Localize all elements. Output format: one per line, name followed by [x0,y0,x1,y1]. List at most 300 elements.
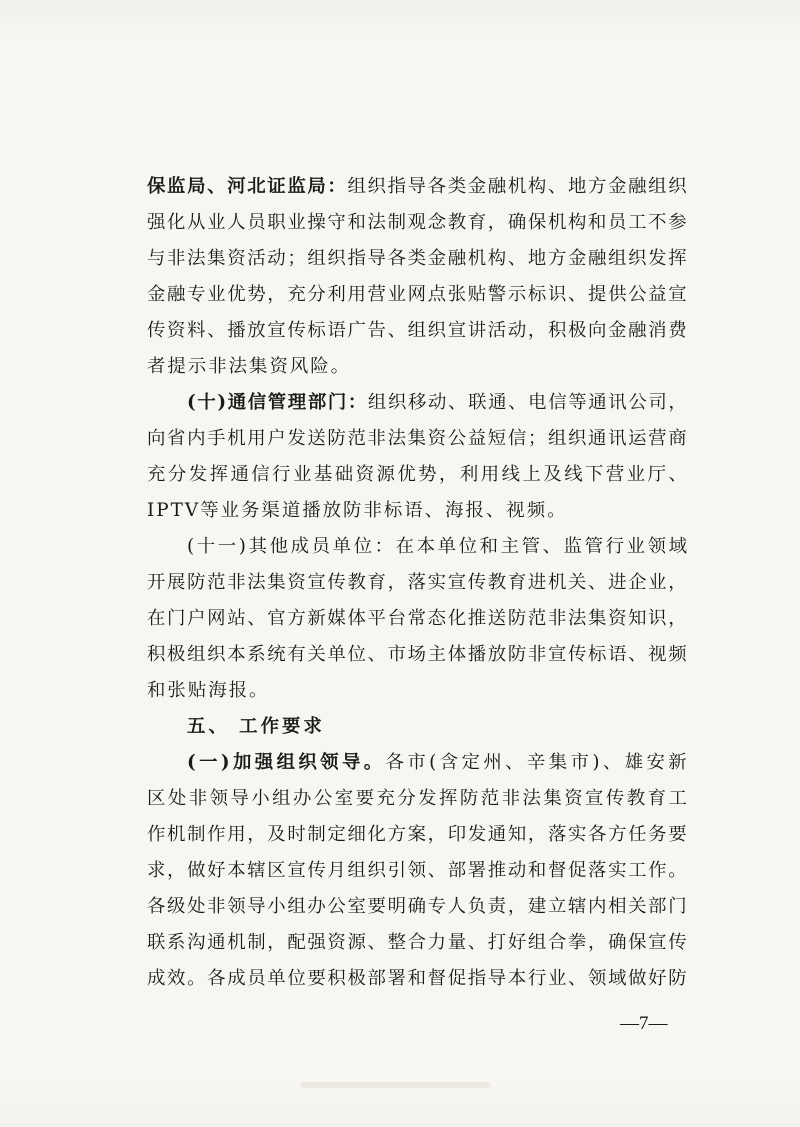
char: 小 [251,788,270,809]
char: 领 [588,968,607,989]
char: 、 [505,752,524,773]
char: 力 [427,932,447,953]
char: 领 [209,788,228,809]
text-line [147,529,687,565]
char: 发 [467,824,487,845]
char: 明 [387,896,406,917]
char: 有 [287,644,306,665]
char: 道 [281,500,303,521]
char: ) [592,752,600,773]
char: 要 [668,824,687,845]
char: 关 [307,644,326,665]
char: 料 [187,320,206,341]
char: 专 [427,896,447,917]
char: 责 [487,896,507,917]
char: 范 [207,572,226,593]
char: 在 [395,536,414,557]
text-line [147,745,687,781]
char: 作 [207,824,226,845]
char: 充 [287,284,306,305]
char: ； [287,248,306,269]
char: 织 [327,248,346,269]
char: 操 [307,212,326,233]
char: 业 [293,464,312,485]
char: 拳 [567,932,587,953]
char: 育 [367,572,386,593]
char: 业 [287,212,306,233]
char: 、 [207,320,226,341]
char: 合 [407,932,427,953]
char: 参 [668,212,687,233]
char: 范 [347,428,366,449]
char: 联 [468,392,487,413]
char: 工 [628,212,647,233]
char: 公 [628,284,647,305]
text-line [147,421,687,457]
char: 类 [407,248,427,269]
char: 组 [608,248,627,269]
char: 挥 [439,788,458,809]
char: 做 [628,968,647,989]
char: 导 [367,248,386,269]
text-line [147,673,687,709]
char: 从 [187,212,206,233]
char: 管 [584,536,603,557]
char: 要 [307,968,326,989]
document-body [147,169,687,997]
char: 育 [647,788,667,809]
char: 等 [568,392,587,413]
char: 分 [307,284,326,305]
char: 统 [267,644,286,665]
char: 宣 [648,932,667,953]
char: 通 [207,932,226,953]
char: 育 [467,212,487,233]
char: 传 [287,320,306,341]
char: 集 [207,248,226,269]
char: 集 [548,752,568,773]
char: 机 [227,428,246,449]
char: 发 [418,788,437,809]
char: 确 [507,212,527,233]
char: 求 [147,860,166,881]
char: 知 [628,608,647,629]
char: 通 [588,428,607,449]
char: 优 [397,464,416,485]
char: ： [374,536,393,557]
text-line [147,385,687,421]
char: 下 [585,464,604,485]
char: 各 [147,896,166,917]
char: 防 [343,500,364,521]
char: 海 [445,500,466,521]
char: 小 [267,896,286,917]
text-line [147,601,687,637]
char: 集 [249,356,270,377]
char: 各 [387,248,406,269]
char: 益 [467,428,487,449]
char: 示 [507,284,527,305]
char: 放 [322,500,344,521]
char: 金 [467,176,487,197]
text-line [147,961,687,997]
char: 部 [447,860,467,881]
char: 门 [327,392,347,413]
char: 进 [527,572,547,593]
char: 手 [207,428,226,449]
text-line [147,169,687,205]
char: 管 [267,392,287,413]
char: 极 [167,644,186,665]
char: 组 [547,428,567,449]
char: 、 [485,500,507,521]
char: ， [439,464,458,485]
char: 含 [439,752,459,773]
char: 成 [227,968,246,989]
char: 源 [376,464,395,485]
char: 、 [588,572,607,593]
char: 非 [208,356,229,377]
char: 整 [387,932,406,953]
char: 务 [241,500,262,521]
char: 细 [347,824,366,845]
char: 极 [567,320,587,341]
char: 、 [628,644,647,665]
char: 业 [547,968,567,989]
char: 系 [247,644,266,665]
char: 宣 [447,320,467,341]
char: 位 [458,536,477,557]
page-number: —7— [620,1013,668,1034]
char: 方 [547,248,567,269]
char: 点 [427,284,447,305]
char: 组 [276,752,295,773]
char: 织 [387,392,407,413]
char: 实 [567,824,587,845]
char: 新 [307,608,326,629]
char: 体 [347,608,366,629]
char: 念 [427,212,447,233]
char: 公 [313,788,333,809]
char: 辛 [526,752,546,773]
char: 行 [272,464,291,485]
char: 员 [247,212,266,233]
char: ， [167,860,186,881]
char: 警 [487,284,507,305]
char: 人 [447,896,467,917]
char: 织 [628,248,647,269]
char: 强 [147,212,166,233]
char: 导 [407,176,427,197]
char: 播 [467,644,487,665]
char: 法 [367,212,386,233]
char: 资 [355,464,374,485]
text-line [147,457,687,493]
text-line [147,889,687,925]
char: 教 [487,572,507,593]
char: 标 [527,284,547,305]
char: ， [507,896,527,917]
char: 组 [272,788,291,809]
char: 育 [507,572,527,593]
char: 、 [602,752,622,773]
char: 语 [327,320,346,341]
char: 联 [147,932,166,953]
char: 方 [608,824,627,845]
char: 导 [230,788,249,809]
char: 常 [407,608,427,629]
char: 好 [507,932,527,953]
char: 确 [407,896,427,917]
char: 电 [528,392,547,413]
char: 合 [547,932,567,953]
char: 组 [347,176,366,197]
char: 供 [608,284,627,305]
char: 化 [367,824,386,845]
char: 充 [376,788,395,809]
char: 动 [507,860,527,881]
char: 金 [608,320,627,341]
char: 领 [320,752,339,773]
char: 讯 [608,428,627,449]
char: 地 [567,176,587,197]
char: 挥 [209,464,228,485]
char: 业 [626,464,646,485]
char: 组 [367,392,387,413]
char: 户 [267,428,286,449]
char: 利 [327,284,346,305]
char: 区 [147,788,166,809]
char: 讲 [467,320,487,341]
char: 融 [487,176,507,197]
char: ， [588,932,607,953]
char: 营 [648,428,667,449]
char: 立 [547,896,567,917]
char: 营 [605,464,625,485]
char: 单 [437,536,456,557]
char: 促 [567,860,587,881]
char: ， [668,572,687,593]
char: 送 [307,428,326,449]
char: 内 [588,896,607,917]
char: 网 [407,284,427,305]
char: 上 [522,464,541,485]
char: 守 [327,212,346,233]
char: 短 [487,428,507,449]
char: 防 [668,968,687,989]
char: 和 [479,536,498,557]
char: 案 [407,824,427,845]
char: 。 [187,968,206,989]
char: 金 [567,248,587,269]
char: ： [327,176,346,197]
char: 地 [527,248,547,269]
scan-smudge [300,1082,490,1088]
char: 做 [187,860,206,881]
char: 、 [367,644,386,665]
char: 组 [307,248,326,269]
char: 。 [547,500,568,521]
char: 通 [487,824,507,845]
char: 部 [367,968,386,989]
char: 相 [608,896,627,917]
char: 和 [347,212,366,233]
char: ， [527,320,547,341]
char: 组 [407,320,427,341]
char: 集 [407,428,427,449]
char: 信 [247,392,267,413]
char: 量 [447,932,467,953]
char: 信 [548,392,567,413]
char: 。 [249,680,270,701]
char: ， [267,932,286,953]
char: 室 [334,788,354,809]
char: 传 [567,644,587,665]
char: 理 [287,392,307,413]
char: 传 [467,572,487,593]
char: 实 [427,572,447,593]
char: 范 [480,788,500,809]
char: 落 [588,860,607,881]
char: 市 [387,644,406,665]
char: 各 [207,968,226,989]
char: 防 [507,608,527,629]
char: 业 [648,572,667,593]
char: 导 [247,896,266,917]
char: 一 [199,752,218,773]
char: 管 [521,536,540,557]
char: 优 [227,284,246,305]
char: 北 [247,176,266,197]
char: 机 [547,212,567,233]
char: 集 [588,608,607,629]
char: 通 [588,392,607,413]
char: 宣 [447,572,467,593]
char: 台 [387,608,406,629]
char: 向 [588,320,607,341]
char: 融 [588,248,607,269]
char: 资 [227,248,246,269]
char: 市 [407,752,426,773]
char: 河 [227,176,246,197]
text-line [147,637,687,673]
char: 指 [347,248,366,269]
char: 金 [147,284,166,305]
text-line [147,349,687,385]
char: 动 [267,248,286,269]
char: 员 [311,536,330,557]
char: 站 [227,608,246,629]
char: 发 [188,464,208,485]
char: 成 [147,968,166,989]
char: 方 [588,176,607,197]
char: 保 [527,212,547,233]
char: 报 [465,500,486,521]
char: 渠 [261,500,282,521]
char: 体 [447,644,467,665]
char: 宣 [267,320,286,341]
char: 宣 [668,284,687,305]
char: 本 [227,860,246,881]
char: 州 [483,752,502,773]
char: 活 [247,248,266,269]
char: 积 [547,320,567,341]
char: 织 [298,752,317,773]
char: 强 [307,932,326,953]
char: 发 [287,428,306,449]
char: 非 [363,500,384,521]
char: 构 [487,248,507,269]
char: 要 [367,896,386,917]
char: 在 [147,608,166,629]
char: 实 [608,860,627,881]
char: 发 [648,248,667,269]
char: 频 [526,500,548,521]
char: ) [220,752,230,773]
char: 组 [287,896,306,917]
text-line [147,565,687,601]
char: 广 [347,320,366,341]
char: 融 [628,176,647,197]
char: 法 [387,428,406,449]
text-line [147,241,687,277]
char: 教 [626,788,646,809]
char: 加 [232,752,252,773]
char: 法 [567,608,587,629]
char: 和 [147,680,168,701]
char: 系 [167,932,186,953]
char: 传 [668,932,687,953]
char: 门 [167,608,186,629]
char: 单 [327,644,346,665]
char: 方 [287,608,306,629]
char: 传 [307,860,326,881]
char: 张 [447,284,467,305]
char: 险 [310,356,331,377]
char: 、 [547,176,567,197]
char: 线 [501,464,521,485]
char: 融 [447,248,467,269]
char: 告 [367,320,386,341]
char: 导 [487,968,507,989]
char: 机 [167,824,186,845]
char: 资 [269,356,290,377]
char: 官 [267,608,286,629]
char: 分 [397,788,416,809]
char: 组 [648,176,667,197]
char: 、 [467,932,487,953]
char: 张 [167,680,188,701]
char: 费 [668,320,687,341]
char: 宣 [585,788,604,809]
char: 雄 [624,752,644,773]
char: 非 [167,248,186,269]
char: 定 [461,752,480,773]
char: 领 [227,896,246,917]
char: 防 [507,644,527,665]
char: ( [429,752,437,773]
char: 传 [147,320,166,341]
char: 印 [447,824,467,845]
char: 防 [459,788,479,809]
char: 机 [227,932,246,953]
char: 标 [383,500,405,521]
char: 、 [668,464,687,485]
char: 媒 [327,608,346,629]
char: 融 [167,284,186,305]
char: 监 [167,176,186,197]
char: 业 [387,284,406,305]
